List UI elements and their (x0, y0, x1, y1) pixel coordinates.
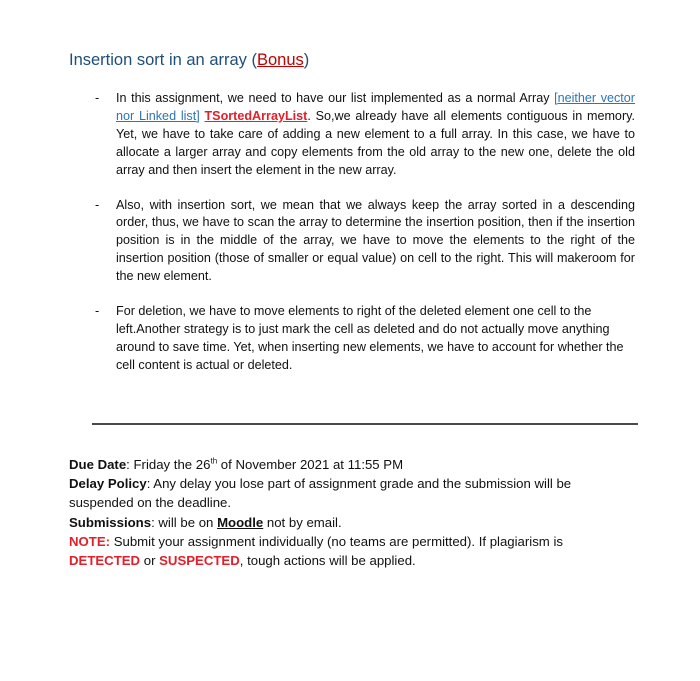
dash-marker: - (95, 197, 100, 212)
note-line (69, 532, 629, 570)
list-item-array-implementation (95, 90, 635, 180)
delay-policy-line (69, 474, 629, 512)
submissions-line (69, 513, 629, 532)
bullet1-text-b: . So,we already have all elements contiguous in memory. Yet, we have to take care of adding a new element to a full array. In this case, we have to allocate a larger array and copy elements from the old array to the new one, delete the old array and then insert the element in the new array. (116, 108, 635, 177)
note-label: NOTE: (69, 533, 111, 549)
dash-marker: - (95, 304, 100, 319)
due-date-label: Due Date (69, 457, 127, 472)
submissions-label: Submissions (69, 514, 152, 530)
section-heading (69, 51, 309, 70)
dash-marker: - (95, 91, 100, 105)
bullet3-text: For deletion, we have to move elements to right of the deleted element one cell to the left.Another strategy is to just mark the cell as deleted and do not actually move anything around to save time. Yet, when inserting new elements, we have to account for whether the cell content is actual or deleted. (116, 304, 624, 372)
detected-label: DETECTED (69, 553, 141, 569)
bullet1-text-a: In this assignment, we need to have our list implemented as a normal Array (116, 91, 555, 105)
suspected-label: SUSPECTED (159, 553, 240, 569)
due-date-text: : Friday the 26 (126, 457, 211, 472)
class-name-link[interactable]: TSortedArrayList (204, 108, 308, 123)
delay-policy-label: Delay Policy (69, 476, 147, 492)
bullet2-text: Also, with insertion sort, we mean that we always keep the array sorted in a descending order, thus, we have to scan the array to determine the insertion position, then if the insertion position is in the middle of the array, we have to move the elements to the right of the insertion position (those of smaller or equal value) on cell to the right. This will makeroom for the new element. (116, 197, 635, 284)
delay-policy-text: : Any delay you lose part of assignment grade and the submission will be suspended on the deadline. (69, 476, 572, 511)
list-item-deletion (95, 303, 635, 375)
due-date-time: of November 2021 at 11:55 PM (217, 457, 404, 472)
due-date-ordinal: th (210, 456, 218, 466)
note-text-a: Submit your assignment individually (no teams are permitted). If plagiarism is (110, 533, 563, 549)
submission-info (69, 455, 629, 570)
requirements-list (95, 90, 635, 392)
submissions-text-a: : will be on (151, 514, 218, 530)
moodle-link[interactable]: Moodle (217, 514, 264, 530)
list-item-insertion-sort (95, 197, 635, 287)
bonus-label: Bonus (257, 51, 304, 69)
heading-title: Insertion sort in an array ( (69, 51, 257, 69)
heading-close: ) (303, 51, 310, 69)
horizontal-divider (92, 423, 638, 425)
submissions-text-b: not by email. (263, 514, 342, 530)
due-date-line (69, 455, 629, 474)
note-text-c: , tough actions will be applied. (239, 553, 416, 569)
neither-vector-link[interactable]: [neither vector nor Linked list] (116, 91, 635, 123)
note-text-b: or (140, 553, 160, 569)
